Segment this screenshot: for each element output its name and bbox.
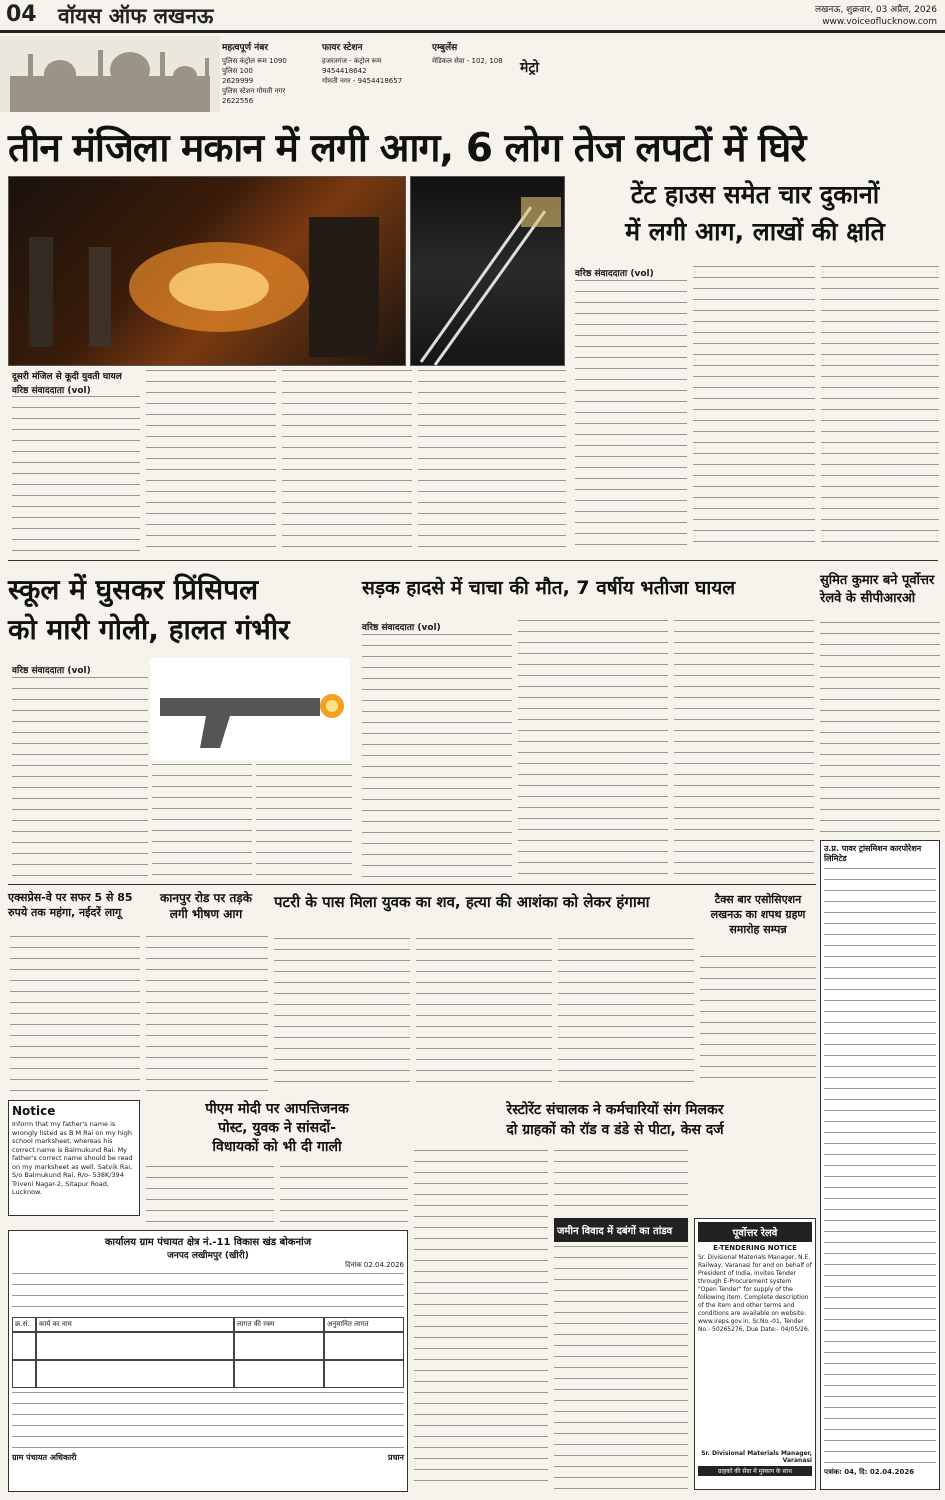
body-found-col-2 — [416, 938, 552, 1084]
lead-text-col-4 — [418, 370, 566, 554]
tender-signatory-left: ग्राम पंचायत अधिकारी — [12, 1453, 77, 1462]
lead-text-col-3 — [282, 370, 412, 554]
contact-line: गोमती नगर - 9454418657 — [322, 77, 403, 85]
pm-post-headline-line3: विधायकों को भी दी गाली — [212, 1139, 342, 1155]
pm-post-col-1 — [146, 1166, 274, 1224]
restaurant-col-2 — [554, 1150, 688, 1212]
contact-line: हजरतगंज - कंट्रोल रूम — [322, 57, 382, 65]
restaurant-headline-line2: दो ग्राहकों को रॉड व डंडे से पीटा, केस दर्ज — [506, 1122, 724, 1138]
accident-byline: वरिष्ठ संवाददाता (vol) — [362, 623, 441, 633]
table-cell — [36, 1332, 234, 1360]
principal-headline — [8, 570, 348, 656]
notice-body: Inform that my father's name is wrongly listed as B M Rai on my high school marksheet, whereas his correct name is Balmukund Rai. My father's correct name should be read on my marksheet as well. Satvik Rai, S/o Balmukund Rai, R/o- 538K/394 Triveni Nagar-2, Sitapur Road, Lucknow. — [12, 1120, 133, 1196]
table-header: अनुमानित लागत — [324, 1317, 404, 1332]
cpo-headline-line1: सुमित कुमार बने पूर्वोत्तर — [820, 573, 935, 588]
tent-text-col-2 — [693, 266, 815, 552]
principal-text-col-2 — [152, 764, 252, 877]
pm-post-col-2 — [280, 1166, 408, 1224]
ladder-icon — [411, 177, 566, 367]
table-header: लागत की रक्म — [234, 1317, 324, 1332]
panchayat-tender-notice — [8, 1230, 408, 1492]
contact-line: मेडिकल सेवा - 102, 108 — [432, 57, 503, 65]
tent-headline-line1: टेंट हाउस समेत चार दुकानों — [630, 180, 880, 209]
restaurant-headline — [414, 1100, 816, 1146]
expressway-headline-line2: रुपये तक महंगा, नईदरें लागू — [8, 906, 122, 919]
masthead — [0, 0, 945, 118]
tent-headline-line2: में लगी आग, लाखों की क्षति — [625, 217, 885, 246]
cpo-text — [820, 622, 940, 832]
power-notice-title: उ.प्र. पावर ट्रांसमिशन कारपोरेशन लिमिटेड — [824, 844, 922, 863]
body-found-col-1 — [274, 938, 410, 1084]
contact-line: पुलिस स्टेशन गोमती नगर 2622556 — [222, 87, 286, 105]
railway-ad-signature: Sr. Divisional Materials Manager, Varanasi — [701, 1450, 812, 1464]
expressway-headline-line1: एक्सप्रेस-वे पर सफर 5 से 85 — [8, 891, 133, 904]
pm-post-headline — [146, 1100, 408, 1162]
dateline — [815, 4, 937, 28]
ambulance — [432, 40, 522, 66]
kanpur-headline-line2: लगी भीषण आग — [169, 907, 243, 921]
fire-scene-icon — [9, 177, 407, 367]
tax-bar-headline-line1: टैक्स बार एसोसिएशन — [714, 893, 802, 906]
principal-headline-line1: स्कूल में घुसकर प्रिंसिपल — [8, 573, 259, 606]
contact-line: 2629999 — [222, 77, 254, 85]
ladder-rescue-photo — [410, 176, 565, 366]
accident-text-col-2 — [518, 620, 668, 878]
expressway-headline — [8, 890, 140, 934]
tender-title: कार्यालय ग्राम पंचायत क्षेत्र नं.-11 विकास खंड बोकनांज — [104, 1237, 312, 1248]
table-cell — [324, 1332, 404, 1360]
contact-line: 9454418642 — [322, 67, 367, 75]
tent-headline — [572, 176, 938, 260]
tender-table — [12, 1317, 404, 1388]
tax-bar-headline — [700, 892, 816, 952]
pm-post-headline-line2: पोस्ट, युवक ने सांसदों- — [218, 1120, 336, 1136]
cpo-headline — [820, 572, 940, 620]
accident-headline: सड़क हादसे में चाचा की मौत, 7 वर्षीय भतीजा घायल — [362, 577, 736, 599]
tender-terms — [12, 1392, 404, 1448]
tax-bar-text — [700, 956, 816, 1084]
table-cell — [324, 1360, 404, 1388]
restaurant-headline-line1: रेस्टोरेंट संचालक ने कर्मचारियों संग मिलकर — [506, 1102, 724, 1118]
kanpur-headline — [146, 890, 266, 934]
land-dispute-headline: जमीन विवाद में दबंगों का तांडव — [554, 1218, 688, 1242]
power-notice-body — [824, 868, 936, 1468]
lead-text-col-1 — [12, 396, 140, 554]
contact-line: पुलिस 100 — [222, 67, 253, 75]
kanpur-headline-line1: कानपुर रोड पर तड़के — [160, 891, 252, 905]
principal-byline: वरिष्ठ संवाददाता (vol) — [12, 666, 91, 676]
table-header: क्र.सं. — [12, 1317, 36, 1332]
principal-text-col-3 — [256, 764, 352, 877]
cpo-headline-line2: रेलवे के सीपीआरओ — [820, 591, 916, 606]
fire-title: फायर स्टेशन — [322, 43, 363, 53]
power-auction-notice — [820, 840, 940, 1490]
lead-byline: वरिष्ठ संवाददाता (vol) — [12, 386, 91, 396]
railway-ad-title: पूर्वोत्तर रेलवे — [698, 1222, 812, 1242]
section-label: मेट्रो — [520, 60, 540, 76]
page-number: 04 — [6, 2, 37, 27]
body-found-col-3 — [558, 938, 694, 1084]
contact-line: पुलिस कंट्रोल रूम 1090 — [222, 57, 287, 65]
table-header: कार्य का नाम — [36, 1317, 234, 1332]
railway-tender-ad — [694, 1218, 816, 1490]
ambulance-title: एम्बुलेंस — [432, 43, 458, 53]
accident-text-col-3 — [674, 620, 814, 878]
section-divider — [8, 884, 816, 885]
table-cell — [12, 1332, 36, 1360]
railway-ad-subtitle: E-TENDERING NOTICE — [713, 1244, 797, 1252]
pm-post-headline-line1: पीएम मोदी पर आपत्तिजनक — [205, 1101, 349, 1117]
notice-title: Notice — [12, 1104, 56, 1118]
tax-bar-headline-line2: लखनऊ का शपथ ग्रहण — [710, 908, 806, 921]
table-cell — [12, 1360, 36, 1388]
accident-text-col-1 — [362, 634, 512, 878]
table-cell — [234, 1332, 324, 1360]
fire-station — [322, 40, 432, 86]
expressway-text — [10, 936, 140, 1094]
tender-subtitle: जनपद लखीमपुर (खीरी) — [167, 1251, 249, 1261]
principal-text-col-1 — [12, 677, 148, 877]
tent-text-col-3 — [821, 266, 939, 552]
tender-date: दिनांक 02.04.2026 — [345, 1261, 404, 1269]
pistol-icon — [150, 658, 350, 760]
tender-intro — [12, 1273, 404, 1313]
lead-headline: तीन मंजिला मकान में लगी आग, 6 लोग तेज लपटों में घिरे — [8, 126, 806, 171]
paper-name: वॉयस ऑफ लखनऊ — [58, 4, 214, 28]
principal-headline-line2: को मारी गोली, हालत गंभीर — [8, 613, 290, 646]
railway-ad-footer: ग्राहकों की सेवा में मुस्कान के साथ — [698, 1466, 812, 1476]
restaurant-col-1 — [414, 1150, 548, 1490]
tent-text-col-1 — [575, 280, 687, 552]
important-numbers — [222, 40, 317, 106]
tax-bar-headline-line3: समारोह सम्पन्न — [729, 923, 787, 936]
section-divider — [8, 560, 938, 561]
tender-signatory-right: प्रधान — [388, 1453, 404, 1462]
railway-ad-body: Sr. Divisional Materials Manager, N.E. Railway, Varanasi for and on behalf of President of India, invites Tender through E-Procurement system "Open Tender" for supply of the following item. Complete description of the item and other terms and conditions are available on website: www.ireps.gov.in. Sr.No.-01, Tender No.- 50265276, Due Date:- 04/05/26. — [698, 1254, 812, 1333]
name-correction-notice — [8, 1100, 140, 1216]
lead-text-col-2 — [146, 370, 276, 554]
table-cell — [234, 1360, 324, 1388]
tent-byline: वरिष्ठ संवाददाता (vol) — [575, 269, 654, 279]
land-dispute-text — [554, 1246, 688, 1490]
kanpur-text — [146, 936, 268, 1094]
masthead-rule — [0, 30, 945, 33]
lucknow-skyline-illustration — [0, 36, 220, 112]
table-cell — [36, 1360, 234, 1388]
power-notice-footer: पत्रांक: 04, दि: 02.04.2026 — [824, 1468, 915, 1476]
body-found-headline: पटरी के पास मिला युवक का शव, हत्या की आशंका को लेकर हंगामा — [274, 893, 650, 911]
lead-photo-caption: दूसरी मंजिल से कूदी युवती घायल — [12, 372, 122, 382]
website-text: www.voiceoflucknow.com — [822, 17, 937, 27]
gun-illustration — [150, 658, 350, 760]
important-title: महत्वपूर्ण नंबर — [222, 43, 269, 53]
lead-fire-photo — [8, 176, 406, 366]
date-text: लखनऊ, शुक्रवार, 03 अप्रैल, 2026 — [814, 5, 937, 15]
